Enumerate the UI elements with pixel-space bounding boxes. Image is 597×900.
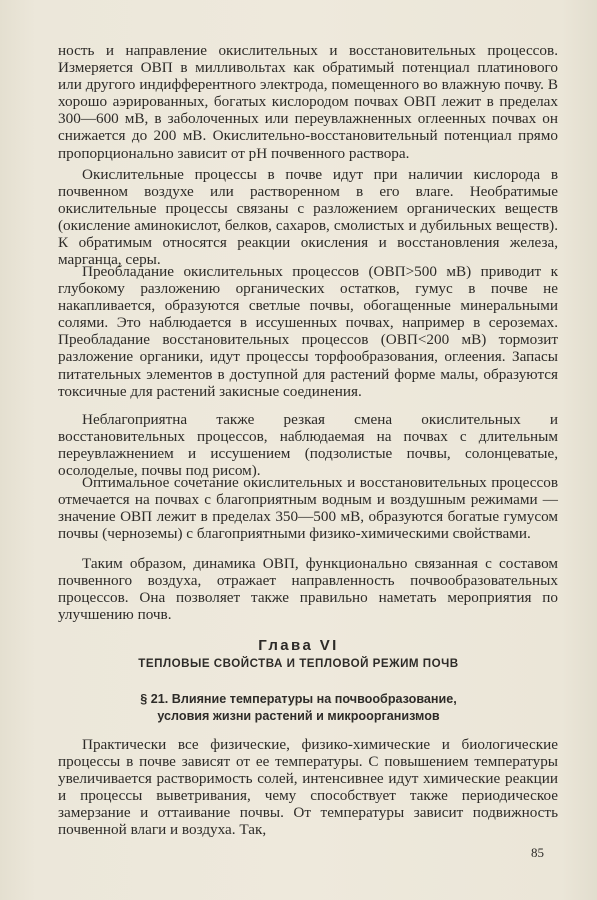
paragraph-3: Преобладание окислительных процессов (ОВП>500 мВ) приводит к глубокому разложению органических остатков, гумус в почве не накапливается, образуются светлые почвы, обогащенные минеральными солями. Это наблюдается в иссушенных почвах, например в сероземах. Преобладание восстановительных процессов (ОВП<200 мВ) тормозит разложение органики, идут процессы торфообразования, оглеения. Запасы питательных элементов в доступной для растений форме малы, образуются токсичные для растений закисные соединения. bbox=[58, 263, 558, 400]
section-title-line-1: § 21. Влияние температуры на почвообразование, bbox=[140, 692, 457, 706]
paragraph-block-5 bbox=[58, 474, 558, 542]
paragraph-2: Окислительные процессы в почве идут при наличии кислорода в почвенном воздухе или растворенном в его влаге. Необратимые окислительные процессы связаны с разложением органических веществ (окисление аминокислот, белков, сахаров, смолистых и дубильных веществ). К обратимым относятся реакции окисления и восстановления железа, марганца, серы. bbox=[58, 166, 558, 269]
section-paragraph: Практически все физические, физико-химические и биологические процессы в почве зависят от ее температуры. С повышением температуры увеличивается растворимость солей, интенсивнее идут химические реакции и процессы выветривания, чему способствует также периодическое замерзание и оттаивание почвы. От температуры зависит подвижность почвенной влаги и воздуха. Так, bbox=[58, 736, 558, 839]
chapter-title: Глава VI bbox=[258, 637, 339, 654]
paragraph-block-3 bbox=[58, 263, 558, 400]
section-title-line-2: условия жизни растений и микроорганизмов bbox=[157, 709, 440, 723]
paragraph-block-6 bbox=[58, 555, 558, 623]
paragraph-6: Таким образом, динамика ОВП, функционально связанная с составом почвенного воздуха, отражает направленность почвообразовательных процессов. Она позволяет также правильно наметать мероприятия по улучшению почв. bbox=[58, 555, 558, 624]
paragraph-5: Оптимальное сочетание окислительных и восстановительных процессов отмечается на почвах с благоприятным водным и воздушным режимами — значение ОВП лежит в пределах 350—500 мВ, образуются богатые гумусом почвы (черноземы) с благоприятными физико-химическими свойствами. bbox=[58, 474, 558, 543]
page-number: 85 bbox=[531, 845, 544, 860]
paragraph-block-4 bbox=[58, 411, 558, 479]
paragraph-4: Неблагоприятна также резкая смена окислительных и восстановительных процессов, наблюдаемая на почвах с длительным переувлажнением и иссушением (подзолистые почвы, солонцеватые, осолоделые, почвы под рисом). bbox=[58, 411, 558, 480]
section-title bbox=[0, 691, 597, 725]
paragraph-1: ность и направление окислительных и восстановительных процессов. Измеряется ОВП в милливольтах как обратимый потенциал платинового или другого индифферентного электрода, помещенного во влажную почву. В хорошо аэрированных, богатых кислородом почвах ОВП лежит в пределах 300—600 мВ, в заболоченных или переувлажненных оглеенных почвах он снижается до 200 мВ. Окислительно-восстановительный потенциал прямо пропорционально зависит от pH почвенного раствора. bbox=[58, 42, 558, 162]
chapter-subtitle: ТЕПЛОВЫЕ СВОЙСТВА И ТЕПЛОВОЙ РЕЖИМ ПОЧВ bbox=[138, 657, 459, 670]
paragraph-block-1 bbox=[58, 42, 558, 162]
paragraph-block-2 bbox=[58, 166, 558, 269]
paragraph-block-7 bbox=[58, 736, 558, 839]
